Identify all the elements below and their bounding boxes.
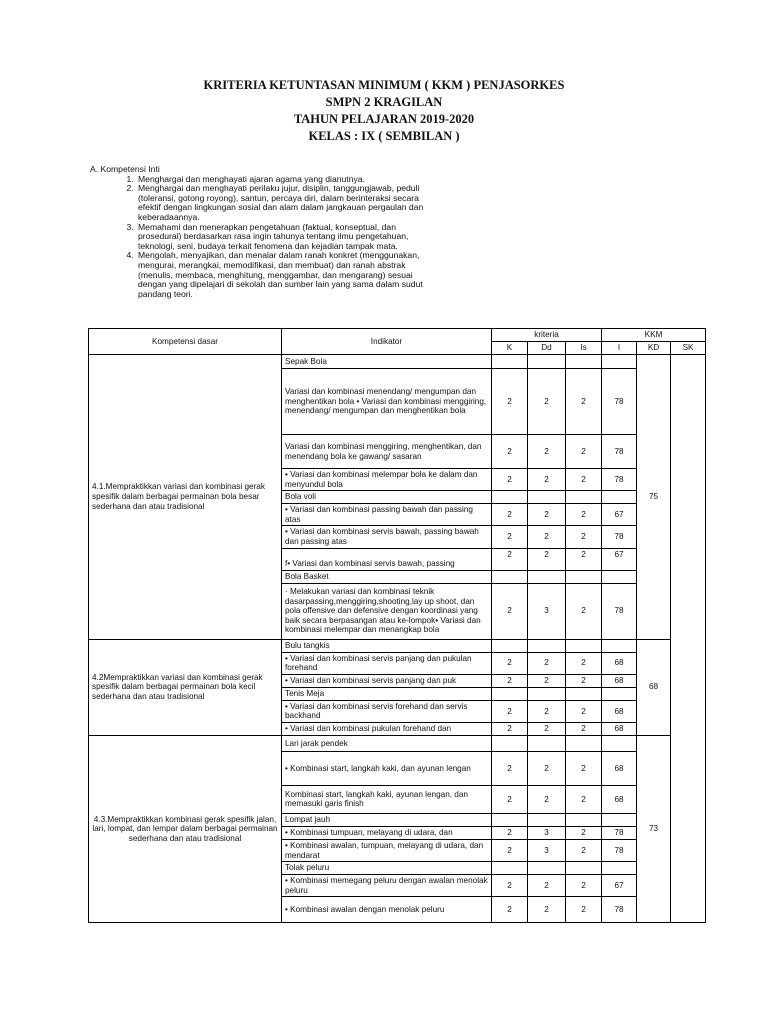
indikator-cell: • Variasi dan kombinasi servis forehand dan servis backhand [282,700,492,722]
dd-value: 2 [528,526,566,548]
header-sk: SK [671,342,706,355]
dd-value: 2 [528,875,566,897]
i-value: 78 [602,839,637,861]
dd-value: 2 [528,435,566,469]
i-value: 78 [602,369,637,435]
kompetensi-inti-heading: A. Kompetensi Inti [90,164,160,174]
i-value: 68 [602,722,637,735]
indikator-cell: Tolak peluru [282,862,492,875]
kd-4-2: 4.2Mempraktikkan variasi dan kombinasi gerak spesifik dalam berbagai permainan bola kecil sederhana dan atau tradisional [89,639,282,735]
i-value: 68 [602,674,637,687]
k-value: 2 [492,583,528,639]
is-value: 2 [566,785,602,813]
k-value: 2 [492,826,528,839]
k-value: 2 [492,897,528,923]
i-value: 68 [602,785,637,813]
dd-value: 2 [528,700,566,722]
i-value: 67 [602,548,637,570]
is-value: 2 [566,839,602,861]
is-value: 2 [566,674,602,687]
ki-item-2: 2. Menghargai dan menghayati perilaku jujur, disiplin, tanggungjawab, peduli (toleransi, gotong royong), santun, percaya diri, dalam berinteraksi secara efektif dengan lingkungan sosial dan alam dalam jangkauan pergaulan dan keberadaannya. [136,184,430,222]
indikator-cell: • Variasi dan kombinasi servis panjang dan puk [282,674,492,687]
header-dd: Dd [528,342,566,355]
indikator-cell: Bola voli [282,491,492,504]
dd-value: 2 [528,548,566,570]
indikator-cell: • Kombinasi memegang peluru dengan awalan menolak peluru [282,875,492,897]
academic-year: TAHUN PELAJARAN 2019-2020 [293,112,475,126]
indikator-cell: Bulu tangkis [282,639,492,652]
k-value: 2 [492,469,528,491]
table-header-row [89,329,706,342]
table-row [89,355,706,369]
header-kompetensi-dasar: Kompetensi dasar [89,329,282,355]
is-value: 2 [566,583,602,639]
i-value: 67 [602,504,637,526]
indikator-cell: • Kombinasi tumpuan, melayang di udara, dan [282,826,492,839]
kompetensi-inti-list [90,175,430,300]
is-value: 2 [566,875,602,897]
i-value: 78 [602,435,637,469]
indikator-cell: f• Variasi dan kombinasi servis bawah, passing [282,548,492,570]
indikator-cell: Kombinasi start, langkah kaki, ayunan lengan, dan memasuki garis finish [282,785,492,813]
i-value: 68 [602,751,637,785]
table-row [89,639,706,652]
header-indikator: Indikator [282,329,492,355]
dd-value: 2 [528,469,566,491]
is-value: 2 [566,897,602,923]
dd-value: 2 [528,751,566,785]
i-value: 67 [602,875,637,897]
kompetensi-inti-section [90,165,430,299]
k-value: 2 [492,722,528,735]
indikator-cell: Variasi dan kombinasi menggiring, menghentikan, dan menendang bola ke gawang/ sasaran [282,435,492,469]
indikator-cell: • Kombinasi awalan, tumpuan, melayang di udara, dan mendarat [282,839,492,861]
k-value: 2 [492,785,528,813]
k-value: 2 [492,526,528,548]
is-value: 2 [566,652,602,674]
dd-value: 2 [528,674,566,687]
k-value: 2 [492,674,528,687]
dd-value: 3 [528,839,566,861]
school-name: SMPN 2 KRAGILAN [325,95,443,109]
indikator-cell: • Variasi dan kombinasi passing bawah dan passing atas [282,504,492,526]
header-is: Is [566,342,602,355]
k-value: 2 [492,548,528,570]
ki-item-1: 1. Menghargai dan menghayati ajaran agama yang dianutnya. [136,175,430,185]
is-value: 2 [566,435,602,469]
is-value: 2 [566,504,602,526]
document-title: KRITERIA KETUNTASAN MINIMUM ( KKM ) PENJASORKES [203,78,565,92]
kkm-sk-cell [671,355,706,923]
indikator-cell: · Melakukan variasi dan kombinasi teknik dasarpassing,menggiring,shooting,lay up shoot, dan pola offensive dan defensive dengan koordinasi yang baik secara berpasangan atau ke-lompok• Variasi dan kombinasi melempar dan menangkap bola [282,583,492,639]
dd-value: 2 [528,722,566,735]
kkm-kd-value: 75 [637,355,671,640]
kkm-kd-value: 68 [637,639,671,735]
indikator-cell: Tenis Meja [282,687,492,700]
kkm-kd-value: 73 [637,735,671,922]
is-value: 2 [566,826,602,839]
is-value: 2 [566,751,602,785]
k-value: 2 [492,504,528,526]
ki-item-4: 4. Mengolah, menyajikan, dan menalar dalam ranah konkret (menggunakan, mengurai, merangkai, memodifikasi, dan membuat) dan ranah abstrak (menulis, membaca, menghitung, menggambar, dan mengarang) sesuai dengan yang dipelajari di sekolah dan sumber lain yang sama dalam sudut pandang teori. [136,251,430,299]
k-value: 2 [492,839,528,861]
is-value: 2 [566,548,602,570]
is-value: 2 [566,722,602,735]
dd-value: 2 [528,369,566,435]
indikator-cell: • Kombinasi awalan dengan menolak peluru [282,897,492,923]
i-value: 68 [602,652,637,674]
k-value: 2 [492,369,528,435]
k-value: 2 [492,435,528,469]
is-value: 2 [566,369,602,435]
dd-value: 2 [528,504,566,526]
dd-value: 3 [528,826,566,839]
ki-item-3: 3. Memahami dan menerapkan pengetahuan (faktual, konseptual, dan prosedural) berdasarkan rasa ingin tahunya tentang ilmu pengetahuan, teknologi, seni, budaya terkait fenomena dan kejadian tampak mata. [136,223,430,252]
indikator-cell: Bola Basket [282,570,492,583]
header-kriteria: kriteria [492,329,602,342]
i-value: 78 [602,826,637,839]
indikator-cell: • Variasi dan kombinasi pukulan forehand dan [282,722,492,735]
dd-value: 2 [528,785,566,813]
header-k: K [492,342,528,355]
i-value: 78 [602,583,637,639]
dd-value: 2 [528,897,566,923]
kkm-table [88,328,706,923]
indikator-cell: Variasi dan kombinasi menendang/ mengumpan dan menghentikan bola • Variasi dan kombinasi menggiring, menendang/ mengumpan dan menghentikan bola [282,369,492,435]
is-value: 2 [566,469,602,491]
kd-4-1: 4.1.Mempraktikkan variasi dan kombinasi gerak spesifik dalam berbagai permainan bola besar sederhana dan atau tradisional [89,355,282,640]
indikator-cell: • Variasi dan kombinasi servis bawah, passing bawah dan passing atas [282,526,492,548]
table-row [89,735,706,751]
k-value: 2 [492,652,528,674]
i-value: 78 [602,526,637,548]
dd-value: 3 [528,583,566,639]
indikator-cell: • Variasi dan kombinasi melempar bola ke dalam dan menyundul bola [282,469,492,491]
is-value: 2 [566,526,602,548]
indikator-cell: • Kombinasi start, langkah kaki, dan ayunan lengan [282,751,492,785]
header-i: I [602,342,637,355]
i-value: 78 [602,897,637,923]
i-value: 78 [602,469,637,491]
class-label: KELAS : IX ( SEMBILAN ) [308,129,460,143]
kd-4-3: 4.3.Mempraktikkan kombinasi gerak spesifik jalan, lari, lompat, dan lempar dalam berbagai permainan sederhana dan atau tradisional [89,735,282,922]
is-value: 2 [566,700,602,722]
k-value: 2 [492,875,528,897]
dd-value: 2 [528,652,566,674]
indikator-cell: Sepak Bola [282,355,492,369]
header-kkm: KKM [602,329,706,342]
header-kd: KD [637,342,671,355]
indikator-cell: • Variasi dan kombinasi servis panjang dan pukulan forehand [282,652,492,674]
k-value: 2 [492,751,528,785]
i-value: 68 [602,700,637,722]
indikator-cell: Lari jarak pendek [282,735,492,751]
indikator-cell: Lompat jauh [282,813,492,826]
k-value: 2 [492,700,528,722]
